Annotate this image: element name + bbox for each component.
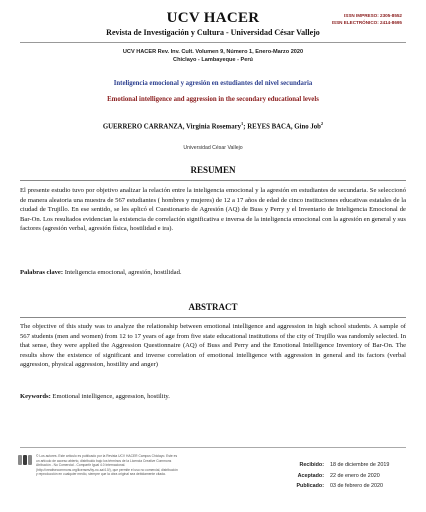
issn-block [332,13,402,26]
affiliation: Universidad César Vallejo [183,145,243,151]
author-1: GUERRERO CARRANZA, Virginia Rosemary [102,123,242,131]
abstract-divider [20,317,406,318]
author-1-affil: 1 [241,121,244,126]
resumen-heading: RESUMEN [190,165,236,175]
author-2: REYES BACA, Gino Job [247,123,321,131]
abstract-heading: ABSTRACT [188,302,238,312]
received-label: Recibido: [299,462,324,469]
accepted-date: 22 de enero de 2020 [330,472,380,479]
journal-subtitle: Revista de Investigación y Cultura - Universidad César Vallejo [106,28,320,37]
keywords-label-en: Keywords: [20,393,51,400]
abstract-keywords [20,392,406,401]
received-date: 18 de diciembre de 2019 [330,462,390,469]
published-row [276,481,389,492]
issn-electronic: ISSN ELECTRÓNICO: 2414-8695 [331,19,402,25]
published-date: 03 de febrero de 2020 [330,483,384,490]
accepted-row [276,471,389,482]
citation-block [0,48,426,64]
header-divider [20,42,406,43]
author-2-affil: 2 [320,121,324,126]
cc-badge-segment [23,455,27,465]
creative-commons-icon [18,455,34,465]
received-row [276,460,389,471]
accepted-label: Aceptado: [297,472,324,479]
issn-print: ISSN IMPRESO: 2305-8552 [344,13,402,18]
footer-divider [20,447,406,448]
cc-badge-segment [18,455,22,465]
cc-badge-segment [28,455,32,465]
citation-location: Chiclayo - Lambayeque - Perú [173,57,253,63]
journal-name: UCV HACER [166,10,260,26]
license-text: © Los autores. Este artículo es publicado por la Revista UCV HACER Campus Chiclayo. Este es un artículo de acceso abierto, distribuido bajo los términos de la Licencia Creative Commons Atribución - No Comercial - Compartir Igual 4.0 Internacional. (http://creativecommons.org/licenses/by-nc-sa/4.0/), que permite el uso no comercial, distribución y reproducción en cualquier medio, siempre que la obra original sea debidamente citada. [36,454,178,477]
resumen-text: El presente estudio tuvo por objetivo analizar la relación entre la inteligencia emocional y la agresión en estudiantes de secundaria. Se seleccionó de manera aleatoria una muestra de 567 estudiantes ( hombres y mujeres) de 12 a 17 años de edad de cinco instituciones educativas estatales de la ciudad de Trujillo. En ese sentido, se les aplicó el Cuestionario de Agresión (AQ) de Buss y Perry y el Inventario de Inteligencia Emocional de Bar-On. Los resultados evidencian la existencia de correlación significativa e inversa de la inteligencia emocional con la agresión en general y sus factores (agresión verbal, agresión física, hostilidad e ira). [20,187,406,233]
resumen-keywords [20,268,406,277]
resumen-divider [20,180,406,181]
keywords-en: Emotional intelligence, aggression, hostility. [50,393,170,400]
citation-line: UCV HACER Rev. Inv. Cult. Volumen 9, Número 1, Enero-Marzo 2020 [122,49,304,55]
abstract-text: The objective of this study was to analyze the relationship between emotional intelligence and aggression in high school students. A sample of 567 students (men and women) from 12 to 17 years of age from five state educational institutions of the city of Trujillo was randomly selected. In that sense, they were applied the Aggression Questionnaire (AQ) of Buss and Perry and the Emotional Intelligence Inventory of Bar-On. The results show the existence of significant and inverse correlation of emotional intelligence with aggression in general and its factors (verbal aggression, physical aggression, hostility and anger) [20,323,406,369]
title-english: Emotional intelligence and aggression in the secondary educational levels [107,96,319,103]
title-spanish: Inteligencia emocional y agresión en estudiantes del nivel secundaria [113,80,313,87]
published-label: Publicado: [296,483,324,490]
keywords-label-es: Palabras clave: [20,269,64,276]
author-separator: ; [243,123,248,131]
article-dates [276,460,389,492]
authors-line [0,121,426,130]
keywords-es: Inteligencia emocional, agresión, hostilidad. [63,269,182,276]
